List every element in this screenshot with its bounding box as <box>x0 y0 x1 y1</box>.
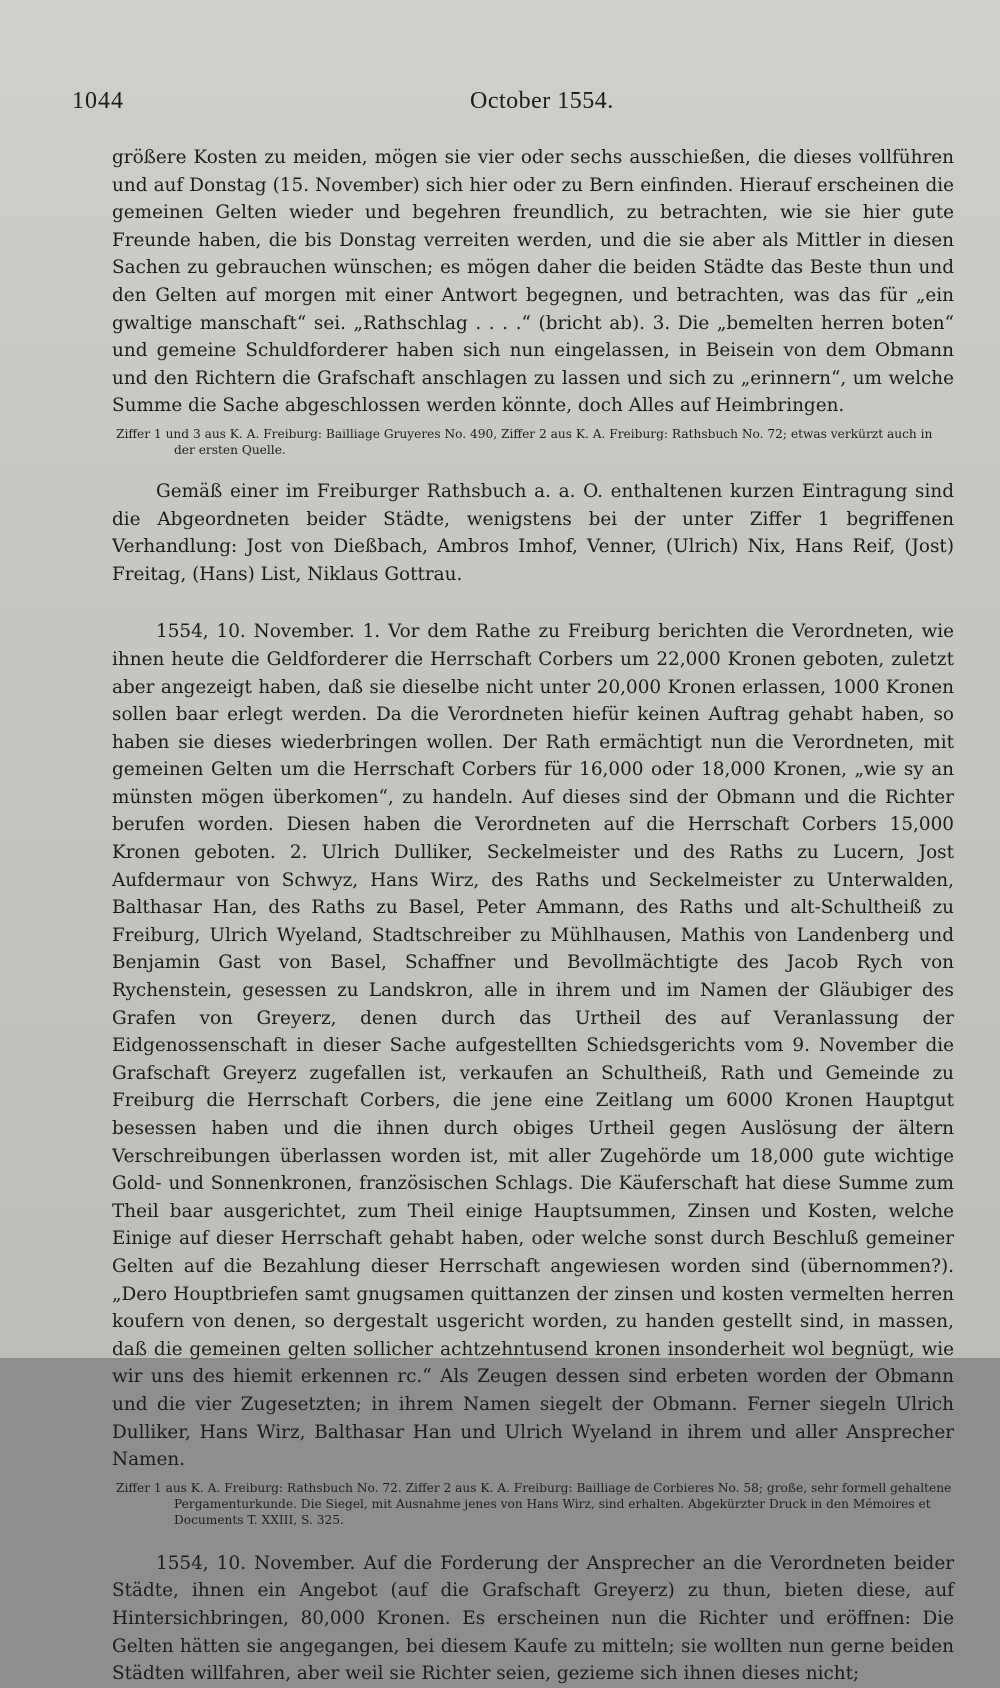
paragraph-4: 1554, 10. November. Auf die Forderung der Ansprecher an die Verordneten beider Städte, ihnen ein Angebot (auf die Grafschaft Greyerz) zu thun, bieten diese, auf Hintersichbringen, 80,000 Kronen. Es erscheinen nun die Richter und eröffnen: Die Gelten hätten sie angegangen, bei diesem Kaufe zu mitteln; sie wollten nun gerne beiden Städten willfahren, aber weil sie Richter seien, gezieme sich ihnen dieses nicht; <box>112 1552 954 1685</box>
page-body <box>112 144 954 1688</box>
paragraph-1: größere Kosten zu meiden, mögen sie vier oder sechs ausschießen, die dieses vollführen und auf Donstag (15. November) sich hier oder zu Bern einfinden. Hierauf erscheinen die gemeinen Gelten wieder und begehren freundlich, zu betrachten, wie sie hier gute Freunde haben, die bis Donstag verreiten werden, und die sie aber als Mittler in diesen Sachen zu gebrauchen wünschen; es mögen daher die beiden Städte das Beste thun und den Gelten auf morgen mit einer Antwort begegnen, und betrachten, was das für „ein gwaltige manschaft“ sei. „Rathschlag . . . .“ (bricht ab). 3. Die „bemelten herren boten“ und gemeine Schuldforderer haben sich nun eingelassen, in Beisein von dem Obmann und den Richtern die Grafschaft anschlagen zu lassen und sich zu „erinnern“, um welche Summe die Sache abgeschlossen werden könnte, doch Alles auf Heimbringen. <box>112 147 954 417</box>
running-head <box>72 88 956 122</box>
section-gap <box>112 588 954 618</box>
footnote-2: Ziffer 1 aus K. A. Freiburg: Rathsbuch No. 72. Ziffer 2 aus K. A. Freiburg: Bailliage de Corbieres No. 58; große, sehr formell gehaltene Pergamenturkunde. Die Siegel, mit Ausnahme jenes von Hans Wirz, sind erhalten. Abgekürzter Druck in den Mémoires et Documents T. XXIII, S. 325. <box>116 1480 952 1527</box>
page-number: 1044 <box>72 88 124 114</box>
running-title: October 1554. <box>470 88 614 114</box>
footnote-1: Ziffer 1 und 3 aus K. A. Freiburg: Bailliage Gruyeres No. 490, Ziffer 2 aus K. A. Freiburg: Rathsbuch No. 72; etwas verkürzt auch in der ersten Quelle. <box>116 426 933 457</box>
paragraph-3: 1554, 10. November. 1. Vor dem Rathe zu Freiburg berichten die Verordneten, wie ihnen heute die Geldforderer die Herrschaft Corbers um 22,000 Kronen geboten, zuletzt aber angezeigt haben, daß sie dieselbe nicht unter 20,000 Kronen erlassen, 1000 Kronen sollen baar erlegt werden. Da die Verordneten hiefür keinen Auftrag gehabt haben, so haben sie dieses wiederbringen wollen. Der Rath ermächtigt nun die Verordneten, mit gemeinen Gelten um die Herrschaft Corbers für 16,000 oder 18,000 Kronen, „wie sy an münsten mögen überkomen“, zu handeln. Auf dieses sind der Obmann und die Richter berufen worden. Diesen haben die Verordneten auf die Herrschaft Corbers 15,000 Kronen geboten. 2. Ulrich Dulliker, Seckelmeister und des Raths zu Lucern, Jost Aufdermaur von Schwyz, Hans Wirz, des Raths und Seckelmeister zu Unterwalden, Balthasar Han, des Raths zu Basel, Peter Ammann, des Raths und alt-Schultheiß zu Freiburg, Ulrich Wyeland, Stadtschreiber zu Mühlhausen, Mathis von Landenberg und Benjamin Gast von Basel, Schaffner und Bevollmächtigte des Jacob Rych von Rychenstein, gesessen zu Landskron, alle in ihrem und im Namen der Gläubiger des Grafen von Greyerz, denen durch das Urtheil des auf Veranlassung der Eidgenossenschaft in dieser Sache aufgestellten Schiedsgerichts vom 9. November die Grafschaft Greyerz zugefallen ist, verkaufen an Schultheiß, Rath und Gemeinde zu Freiburg die Herrschaft Corbers, die jene eine Zeitlang um 6000 Kronen Hauptgut besessen haben und die ihnen durch obiges Urtheil gegen Auslösung der ältern Verschreibungen überlassen worden ist, mit aller Zugehörde um 18,000 gute wichtige Gold- und Sonnenkronen, französischen Schlags. Die Käuferschaft hat diese Summe zum Theil baar ausgerichtet, zum Theil einige Hauptsummen, Zinsen und Kosten, welche Einige auf dieser Herrschaft gehabt haben, oder welche sonst durch Beschluß gemeiner Gelten auf die Bezahlung dieser Herrschaft angewiesen worden sind (übernommen?). „Dero Houptbriefen samt gnugsamen quittanzen der zinsen und kosten vermelten herren koufern von denen, so dergestalt usgericht worden, zu handen gestellt sind, in massen, daß die gemeinen gelten sollicher achtzehntusend kronen insonderheit wol begnügt, wie wir uns des hiemit erkennen rc.“ Als Zeugen dessen sind erbeten worden der Obmann und die vier Zugesetzten; in ihrem Namen siegelt der Obmann. Ferner siegeln Ulrich Dulliker, Hans Wirz, Balthasar Han und Ulrich Wyeland in ihrem und aller Ansprecher Namen. <box>112 621 954 1471</box>
paragraph-2: Gemäß einer im Freiburger Rathsbuch a. a. O. enthaltenen kurzen Eintragung sind die Abgeordneten beider Städte, wenigstens bei der unter Ziffer 1 begriffenen Verhandlung: Jost von Dießbach, Ambros Imhof, Venner, (Ulrich) Nix, Hans Reif, (Jost) Freitag, (Hans) List, Niklaus Gottrau. <box>112 480 954 585</box>
